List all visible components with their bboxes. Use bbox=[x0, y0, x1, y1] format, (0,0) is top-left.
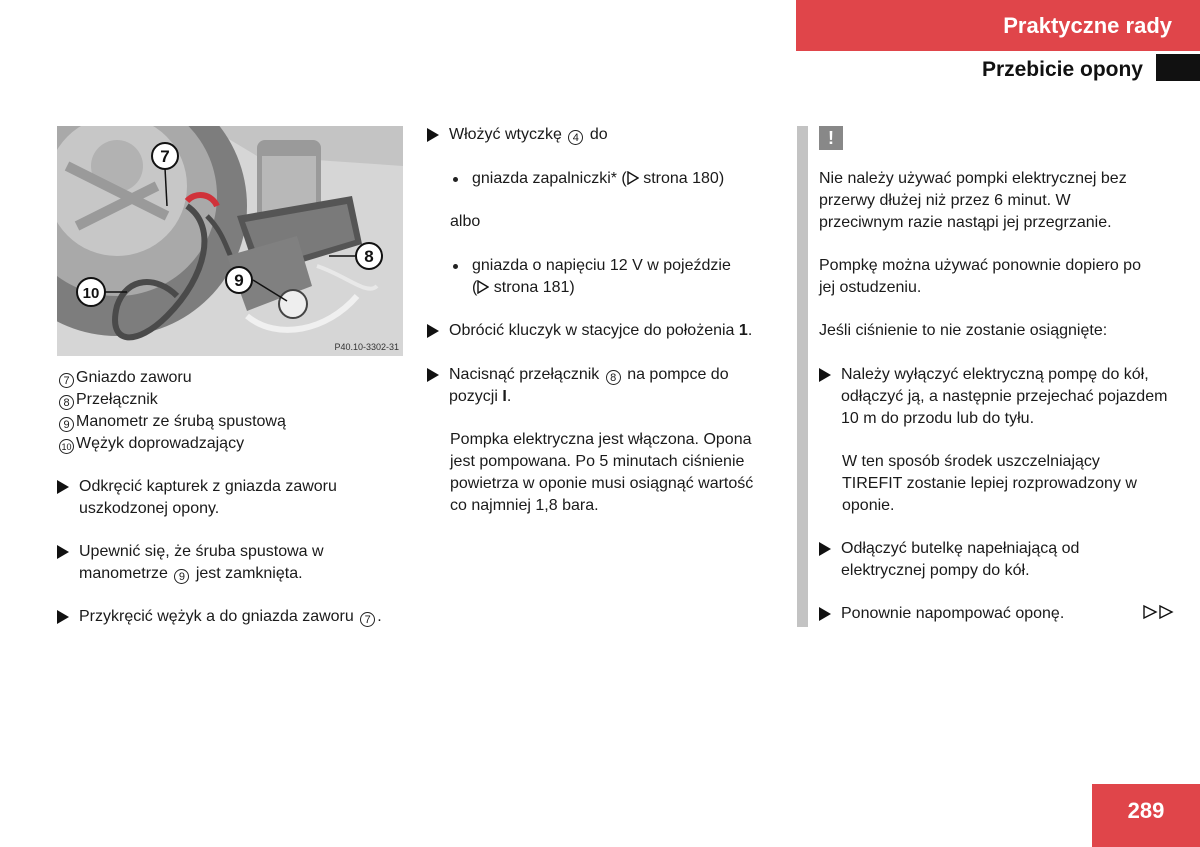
caption-number: 9 bbox=[59, 417, 74, 432]
warning-bar bbox=[797, 126, 808, 627]
step-arrow-icon bbox=[819, 542, 831, 556]
section-tab bbox=[796, 0, 1200, 51]
figure-code: P40.10-3302-31 bbox=[334, 342, 399, 352]
step-text: Przykręcić wężyk a do gniazda zaworu bbox=[79, 608, 354, 625]
caption-item bbox=[57, 389, 286, 411]
step-text: Upewnić się, że śruba spustowa w manometrze bbox=[79, 543, 324, 582]
step-arrow-icon bbox=[57, 545, 69, 559]
step-arrow-icon bbox=[57, 480, 69, 494]
bullet-text: ( bbox=[472, 279, 478, 296]
step-arrow-icon bbox=[57, 610, 69, 624]
step-text: Należy wyłączyć elektryczną pompę do kół, odłączyć ją, a następnie przejechać pojazdem 10 m do przodu lub do tyłu. bbox=[841, 366, 1168, 427]
page-subtitle: Przebicie opony bbox=[981, 58, 1143, 81]
caption-list bbox=[57, 367, 286, 455]
continued-icon bbox=[1143, 604, 1175, 625]
step-insert-plug bbox=[427, 124, 789, 146]
caption-text: Przełącznik bbox=[76, 391, 158, 408]
bullet-text: strona 180) bbox=[643, 170, 725, 187]
page-number-text: 289 bbox=[1127, 798, 1165, 823]
step-press-switch bbox=[427, 364, 769, 408]
caption-item bbox=[57, 367, 286, 389]
step-arrow-icon bbox=[427, 324, 439, 338]
double-arrow-icon bbox=[1143, 604, 1175, 620]
step-disconnect-and-drive bbox=[819, 364, 1169, 430]
warning-icon: ! bbox=[819, 126, 843, 150]
subtitle-marker bbox=[1156, 54, 1200, 81]
step-text: . bbox=[506, 388, 512, 405]
bullet-text: gniazda o napięciu 12 V w pojeździe bbox=[472, 257, 731, 274]
page-number bbox=[1092, 784, 1200, 847]
ref-number: 9 bbox=[174, 569, 189, 584]
page-ref-icon bbox=[627, 171, 639, 185]
step-text: jest zamknięta. bbox=[195, 565, 303, 582]
step-text: . bbox=[377, 608, 382, 625]
tire-pump-illustration bbox=[57, 126, 403, 356]
step-attach-hose bbox=[57, 606, 419, 628]
callout-7: 7 bbox=[160, 147, 170, 166]
step-arrow-icon bbox=[427, 368, 439, 382]
bullet-text: gniazda zapalniczki* ( bbox=[472, 170, 627, 187]
ref-number: 4 bbox=[568, 130, 583, 145]
step-text: Ponownie napompować oponę. bbox=[841, 605, 1065, 622]
bullet-dot bbox=[453, 177, 458, 182]
callout-9: 9 bbox=[234, 271, 244, 290]
step-arrow-icon bbox=[819, 607, 831, 621]
caption-item bbox=[57, 411, 286, 433]
step-remove-bottle bbox=[819, 538, 1151, 582]
bullet-text: strona 181) bbox=[493, 279, 575, 296]
step-text: . bbox=[747, 322, 753, 339]
bullet-12v-socket bbox=[450, 255, 792, 299]
ref-number: 8 bbox=[606, 370, 621, 385]
page-ref-icon bbox=[477, 280, 489, 294]
step-check-screw bbox=[57, 541, 404, 585]
step-text: Odkręcić kapturek z gniazda zaworu uszkodzonej opony. bbox=[79, 478, 337, 517]
caption-item bbox=[57, 433, 286, 455]
step-text: Nacisnąć przełącznik bbox=[449, 366, 600, 383]
caption-number: 10 bbox=[59, 439, 74, 454]
warning-paragraph: W ten sposób środek uszczelniający TIREFIT zostanie lepiej rozprowadzony w oponie. bbox=[842, 453, 1137, 514]
step-text: do bbox=[589, 126, 608, 143]
caption-text: Manometr ze śrubą spustową bbox=[76, 413, 286, 430]
section-title: Praktyczne rady bbox=[1003, 12, 1172, 38]
position-value: I bbox=[502, 388, 507, 405]
step-text: Włożyć wtyczkę bbox=[449, 126, 562, 143]
bullet-lighter-socket bbox=[450, 168, 792, 190]
or-text: albo bbox=[450, 213, 481, 230]
callout-8: 8 bbox=[364, 247, 374, 266]
position-value: 1 bbox=[738, 322, 748, 339]
bullet-dot bbox=[453, 264, 458, 269]
warning-paragraph: Nie należy używać pompki elektrycznej bez przerwy dłużej niż przez 6 minut. W przeciwnym razie nastąpi jej przegrzanie. bbox=[819, 170, 1127, 231]
step-reinflate bbox=[819, 603, 1141, 625]
step-arrow-icon bbox=[427, 128, 439, 142]
caption-text: Gniazdo zaworu bbox=[76, 369, 192, 386]
caption-number: 7 bbox=[59, 373, 74, 388]
warning-paragraph: Pompkę można używać ponownie dopiero po jej ostudzeniu. bbox=[819, 257, 1141, 296]
step-text: Odłączyć butelkę napełniającą od elektrycznej pompy do kół. bbox=[841, 540, 1080, 579]
warning-paragraph: Jeśli ciśnienie to nie zostanie osiągnięte: bbox=[819, 322, 1108, 339]
step-text: na pompce do pozycji bbox=[449, 366, 729, 405]
ref-number: 7 bbox=[360, 612, 375, 627]
illustration-drawing bbox=[57, 126, 403, 356]
step-turn-key bbox=[427, 320, 794, 342]
pump-status-paragraph: Pompka elektryczna jest włączona. Opona jest pompowana. Po 5 minutach ciśnienie powietrza w oponie musi osiągnąć wartość co najmniej 1,8 bara. bbox=[450, 431, 754, 514]
step-arrow-icon bbox=[819, 368, 831, 382]
caption-number: 8 bbox=[59, 395, 74, 410]
caption-text: Wężyk doprowadzający bbox=[76, 435, 245, 452]
step-unscrew-cap bbox=[57, 476, 404, 520]
callout-10: 10 bbox=[82, 285, 100, 302]
step-text: Obrócić kluczyk w stacyjce do położenia bbox=[449, 322, 735, 339]
